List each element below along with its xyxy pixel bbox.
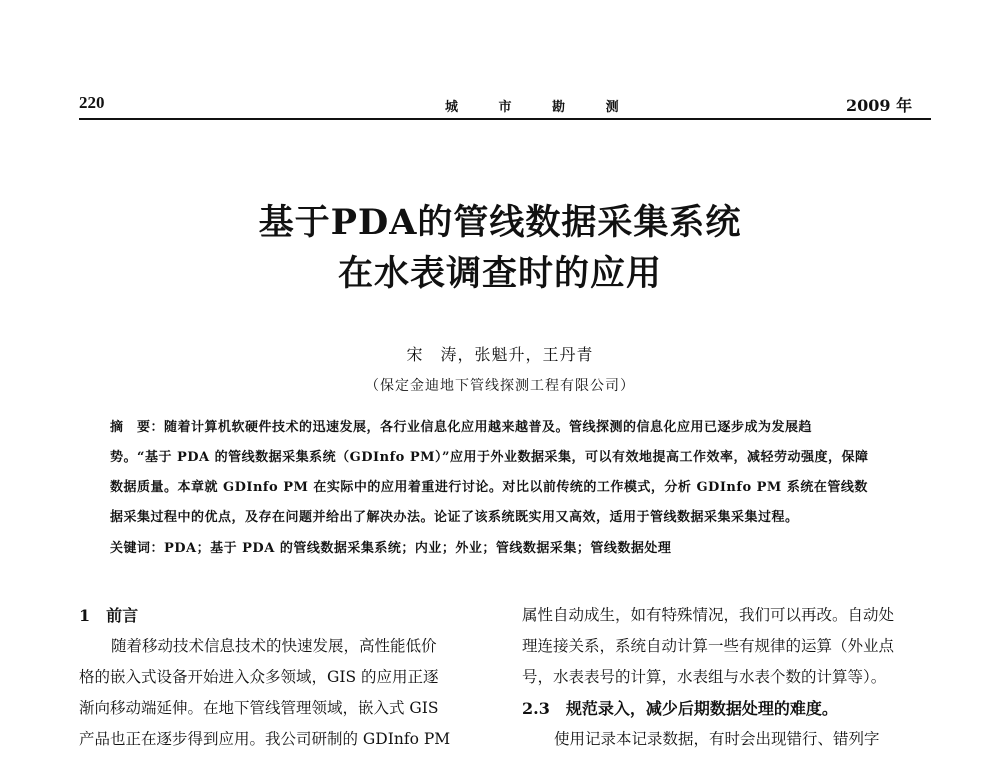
body-line: 理连接关系，系统自动计算一些有规律的运算（外业点 — [522, 637, 895, 655]
body-line: 属性自动成生，如有特殊情况，我们可以再改。自动处 — [522, 606, 895, 624]
body-column-right — [522, 600, 942, 755]
header-rule — [79, 118, 931, 120]
body-line: 随着移动技术信息技术的快速发展，高性能低价 — [111, 637, 437, 655]
abstract-line: 据采集过程中的优点，及存在问题并给出了解决办法。论证了该系统既实用又高效，适用于管线数据采集采集过程。 — [110, 510, 799, 525]
article-title-line-2: 在水表调查时的应用 — [337, 253, 662, 294]
body-line: 使用记录本记录数据，有时会出现错行、错列字 — [554, 730, 880, 748]
section-heading: 1 前言 — [79, 606, 139, 625]
body-line: 号，水表表号的计算，水表组与水表个数的计算等）。 — [522, 668, 887, 686]
subsection-heading: 2.3 规范录入，减少后期数据处理的难度。 — [522, 699, 838, 718]
journal-name: 城 市 勘 测 — [445, 100, 637, 115]
body-line: 格的嵌入式设备开始进入众多领域，GIS 的应用正逐 — [79, 668, 439, 686]
author-list: 宋 涛，张魁升，王丹青 — [406, 345, 594, 364]
abstract-line: 摘 要：随着计算机软硬件技术的迅速发展，各行业信息化应用越来越普及。管线探测的信息化应用已逐步成为发展趋 — [110, 420, 813, 435]
abstract-line: 势。“基于 PDA 的管线数据采集系统（GDInfo PM）”应用于外业数据采集，可以有效地提高工作效率，减轻劳动强度，保障 — [110, 450, 869, 465]
body-line: 产品也正在逐步得到应用。我公司研制的 GDInfo PM — [79, 730, 451, 748]
publication-year: 2009 年 — [846, 96, 913, 115]
abstract-line: 数据质量。本章就 GDInfo PM 在实际中的应用着重进行讨论。对比以前传统的工作模式，分析 GDInfo PM 系统在管线数 — [110, 480, 868, 495]
keywords-line: 关键词：PDA；基于 PDA 的管线数据采集系统；内业；外业；管线数据采集；管线数据处理 — [110, 541, 672, 556]
body-line: 渐向移动端延伸。在地下管线管理领域，嵌入式 GIS — [79, 699, 439, 717]
author-affiliation: （保定金迪地下管线探测工程有限公司） — [365, 378, 635, 394]
abstract-block — [110, 413, 900, 533]
body-column-left — [79, 600, 499, 755]
page-number: 220 — [79, 93, 105, 112]
article-title-line-1: 基于PDA的管线数据采集系统 — [258, 202, 742, 243]
